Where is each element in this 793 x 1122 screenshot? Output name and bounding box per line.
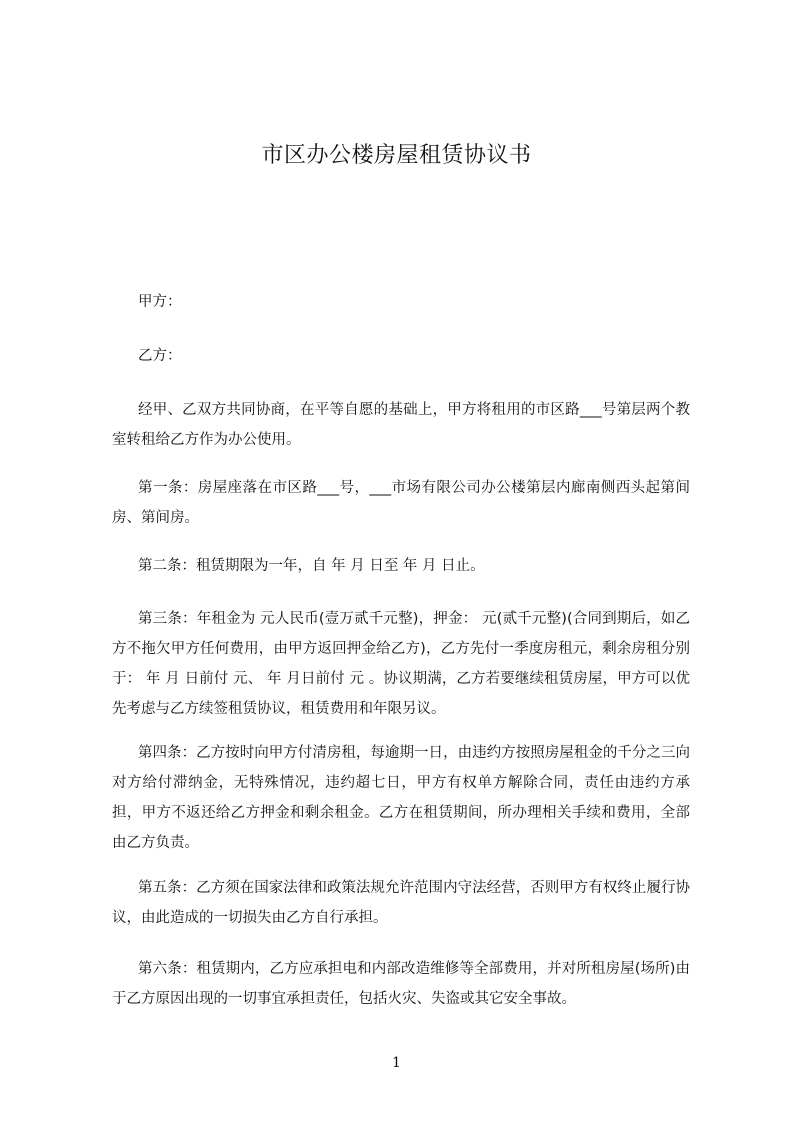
article-4-paragraph: 第四条：乙方按时向甲方付清房租，每逾期一日，由违约方按照房屋租金的千分之三向对方给付滞纳金，无特殊情况，违约超七日，甲方有权单方解除合同，责任由违约方承担，甲方不返还给乙方押金和剩余租金。乙方在租赁期间，所办理相关手续和费用，全部由乙方负责。 — [112, 745, 690, 851]
article-2-paragraph: 第二条：租赁期限为一年，自 年 月 日至 年 月 日止。 — [138, 558, 485, 574]
article-6-paragraph: 第六条：租赁期内，乙方应承担电和内部改造维修等全部费用，并对所租房屋(场所)由于乙方原因出现的一切事宜承担责任，包括火灾、失盗或其它安全事故。 — [112, 961, 690, 1007]
party-b-line: 乙方： — [138, 348, 182, 364]
party-a-line: 甲方： — [138, 294, 182, 310]
intro-paragraph: 经甲、乙双方共同协商，在平等自愿的基础上，甲方将租用的市区路___号第层两个教室转租给乙方作为办公使用。 — [112, 402, 690, 448]
article-5-paragraph: 第五条：乙方须在国家法律和政策法规允许范围内守法经营，否则甲方有权终止履行协议，由此造成的一切损失由乙方自行承担。 — [112, 880, 690, 926]
page-number: 1 — [392, 1055, 401, 1071]
document-title: 市区办公楼房屋租赁协议书 — [261, 143, 532, 168]
article-3-paragraph: 第三条：年租金为 元人民币(壹万贰千元整)，押金： 元(贰千元整)(合同到期后，如乙方不拖欠甲方任何费用，由甲方返回押金给乙方)，乙方先付一季度房租元，剩余房租分别于： 年 月 日前付 元、 年 月日前付 元 。协议期满，乙方若要继续租赁房屋，甲方可以优先考虑与乙方续签租赁协议，租赁费用和年限另议。 — [112, 611, 690, 717]
article-1-paragraph: 第一条：房屋座落在市区路___号，___市场有限公司办公楼第层内廊南侧西头起第间房、第间房。 — [112, 480, 690, 526]
